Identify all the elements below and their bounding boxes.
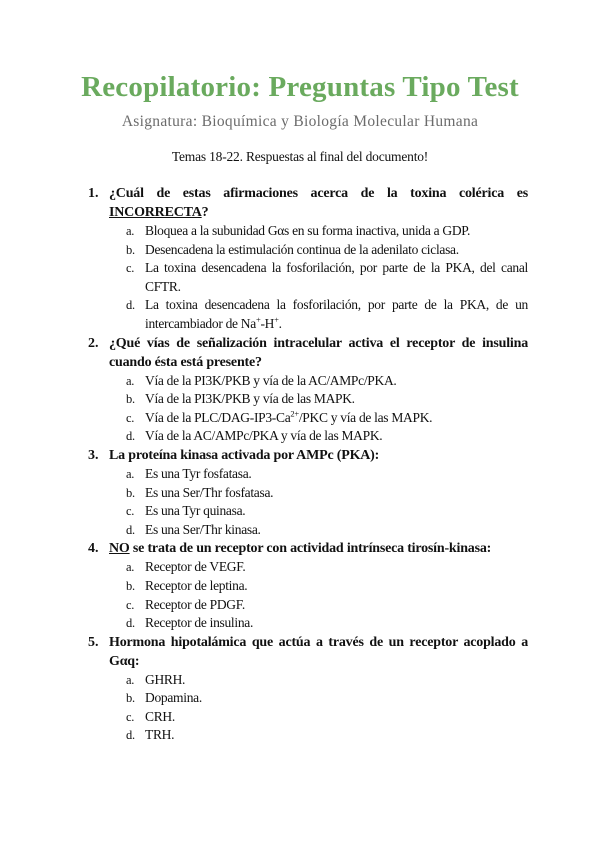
option-b: b. Vía de la PI3K/PKB y vía de las MAPK.	[126, 391, 355, 407]
option-c: c. La toxina desencadena la fosforilación, por parte de la PKA, del canal CFTR.	[126, 260, 528, 294]
option-d: d. Vía de la AC/AMPc/PKA y vía de las MAPK.	[126, 428, 383, 444]
question-4	[88, 539, 528, 632]
question-2	[88, 334, 528, 446]
question-5	[88, 633, 528, 745]
option-a: a. Bloquea a la subunidad Gαs en su forma inactiva, unida a GDP.	[126, 223, 471, 238]
document-title: Recopilatorio: Preguntas Tipo Test	[81, 71, 519, 103]
question-3	[88, 446, 528, 539]
question-1	[88, 184, 528, 334]
question-number: 2.	[88, 335, 99, 351]
question-number: 4.	[88, 541, 99, 557]
option-d: d. TRH.	[126, 727, 175, 743]
question-list	[88, 184, 528, 745]
emphasis-underlined: NO	[109, 541, 130, 557]
question-number: 3.	[88, 447, 99, 463]
option-list	[109, 558, 528, 632]
option-c: c. Es una Tyr quinasa.	[126, 503, 246, 519]
question-text: Hormona hipotalámica que actúa a través de un receptor acoplado a Gαq:	[109, 634, 528, 669]
option-list	[109, 372, 528, 446]
question-number: 1.	[88, 186, 99, 201]
option-a: a. GHRH.	[126, 671, 186, 687]
option-d: d. Receptor de insulina.	[126, 615, 254, 631]
option-b: b. Desencadena la estimulación continua de la adenilato ciclasa.	[126, 241, 459, 257]
option-d: d. La toxina desencadena la fosforilación, por parte de la PKA, de un intercambiador de Na+-H+.	[126, 297, 528, 331]
document-intro: Temas 18-22. Respuestas al final del documento!	[171, 149, 429, 164]
option-c: c. Vía de la PLC/$DAG-IP3-Ca^{2+}$/PKC y vía de las MAPK.	[126, 408, 433, 425]
question-text: La proteína kinasa activada por AMPc (PKA):	[109, 447, 380, 463]
option-b: b. Dopamina.	[126, 690, 202, 706]
option-a: a. Es una Tyr fosfatasa.	[126, 465, 252, 481]
option-a: a. Vía de la PI3K/PKB y vía de la AC/AMPc/PKA.	[126, 372, 397, 388]
emphasis-underlined: INCORRECTA	[109, 205, 202, 220]
question-text: NO se trata de un receptor con actividad intrínseca tirosín-kinasa:	[109, 541, 492, 557]
question-text: ¿Cuál de estas afirmaciones acerca de la toxina colérica es INCORRECTA?	[109, 186, 528, 220]
question-text: ¿Qué vías de señalización intracelular activa el receptor de insulina cuando ésta está presente?	[109, 335, 528, 370]
option-c: c. CRH.	[126, 708, 175, 724]
option-a: a. Receptor de VEGF.	[126, 559, 246, 575]
option-b: b. Receptor de leptina.	[126, 577, 248, 593]
option-list	[109, 465, 528, 539]
option-b: b. Es una Ser/Thr fosfatasa.	[126, 484, 274, 500]
question-number: 5.	[88, 634, 99, 650]
option-list	[109, 671, 528, 745]
option-d: d. Es una Ser/Thr kinasa.	[126, 521, 261, 537]
option-c: c. Receptor de PDGF.	[126, 596, 245, 612]
option-list	[109, 222, 528, 334]
document-subtitle: Asignatura: Bioquímica y Biología Molecular Humana	[121, 113, 479, 130]
